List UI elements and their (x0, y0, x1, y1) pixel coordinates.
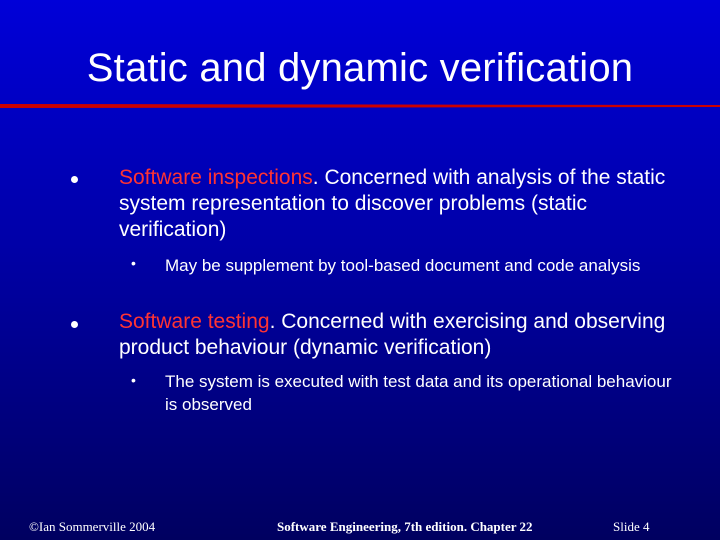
bullet-1-text (119, 165, 679, 243)
bullet-2-rest: observing product behaviour (dynamic verification) (119, 310, 666, 359)
footer-slide-number: Slide 4 (613, 519, 650, 534)
sub-bullet-glyph-1: • (131, 255, 136, 271)
footer-copyright: ©Ian Sommerville 2004 (29, 519, 156, 534)
sub-bullet-2-text: The system is executed with test data and its operational behaviour is observed (165, 372, 672, 414)
bullet-1-rest: the static system representation to discover problems (static verification) (119, 166, 666, 241)
sub-bullet-1-text: May be supplement by tool-based document and code analysis (165, 256, 641, 275)
sub-bullet-glyph-2: • (131, 372, 136, 388)
slide-title: Static and dynamic verification (86, 46, 634, 90)
bullet-2-highlight: Software testing (119, 310, 270, 333)
bullet-2-text (119, 309, 679, 361)
bullet-2-line1: . Concerned with exercising and (269, 310, 569, 333)
footer-book-title: Software Engineering, 7th edition. Chapter 22 (277, 519, 533, 534)
title-underline (0, 103, 720, 109)
bullet-1-line1: . Concerned with analysis of (312, 166, 576, 189)
bullet-dot-2 (71, 321, 78, 328)
bullet-dot-1 (71, 176, 78, 183)
bullet-1-highlight: Software inspections (119, 166, 313, 189)
